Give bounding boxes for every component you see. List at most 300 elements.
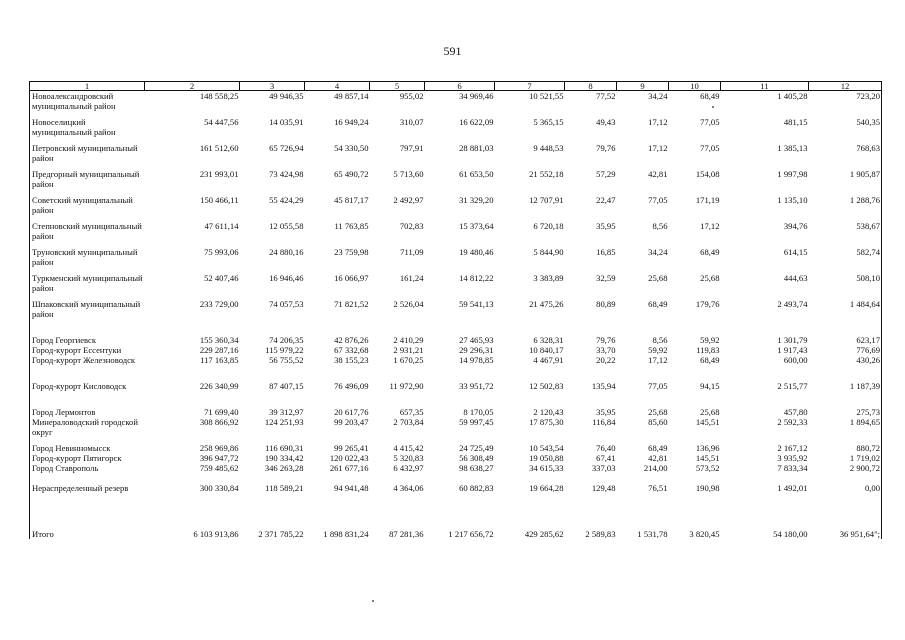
value-cell: 2 526,04	[393, 299, 424, 309]
spacer-cell	[305, 509, 370, 519]
value-cell: 12 502,83	[529, 381, 564, 391]
value-cell: 42 876,26	[334, 335, 369, 345]
table-row	[30, 91, 882, 118]
value-cell: 21 552,18	[529, 169, 564, 179]
value-cell: 25,68	[700, 407, 720, 417]
spacer-cell	[565, 473, 617, 483]
spacer-cell	[425, 509, 495, 519]
value-cell: 59 541,13	[459, 299, 494, 309]
value-cell: 300 330,84	[199, 483, 239, 493]
value-cell: 42,81	[648, 169, 668, 179]
value-cell: 25,68	[700, 273, 720, 283]
value-cell: 6 328,31	[533, 335, 564, 345]
value-cell: 35,95	[596, 407, 616, 417]
value-cell: 10 543,54	[529, 443, 564, 453]
value-cell: 2 371 785,22	[258, 529, 304, 539]
header-cell: 4	[305, 82, 370, 91]
spacer-cell	[565, 325, 617, 335]
value-cell: 59 997,45	[459, 417, 494, 427]
value-cell: 74 206,35	[269, 335, 304, 345]
value-cell: 68,49	[700, 355, 720, 365]
value-cell: 231 993,01	[199, 169, 239, 179]
row-label: Шпаковский муниципальный район	[30, 299, 145, 325]
value-cell: 118 589,21	[265, 483, 304, 493]
value-cell: 5 320,83	[393, 453, 424, 463]
value-cell: 10 521,55	[529, 91, 564, 101]
spacer-cell	[240, 325, 305, 335]
value-cell: 2 703,84	[393, 417, 424, 427]
spacer-cell	[617, 473, 669, 483]
value-cell: 68,49	[700, 247, 720, 257]
value-cell: 25,68	[648, 273, 668, 283]
header-cell: 6	[425, 82, 495, 91]
value-cell: 14 812,22	[459, 273, 494, 283]
value-cell: 145,51	[695, 453, 720, 463]
row-label: Город-курорт Железноводск	[30, 355, 145, 381]
header-cell: 9	[617, 82, 669, 91]
value-cell: 275,73	[809, 407, 882, 417]
value-cell: 258 969,86	[199, 443, 239, 453]
header-cell: 11	[721, 82, 809, 91]
value-cell: 25,68	[648, 407, 668, 417]
value-cell: 65 726,94	[269, 143, 304, 153]
value-cell: 68,49	[648, 299, 668, 309]
value-cell: 77,05	[648, 195, 668, 205]
value-cell: 67,41	[596, 453, 616, 463]
value-cell: 119,83	[696, 345, 720, 355]
value-cell: 1 385,13	[777, 143, 808, 153]
value-cell: 2 492,97	[393, 195, 424, 205]
spacer-cell	[370, 325, 425, 335]
value-cell: 5 844,90	[533, 247, 564, 257]
value-cell: 233 729,00	[199, 299, 239, 309]
value-cell: 23 759,98	[334, 247, 369, 257]
table-row	[30, 299, 882, 325]
value-cell: 5 713,60	[393, 169, 424, 179]
spacer-cell	[669, 473, 721, 483]
value-cell: 20,22	[596, 355, 616, 365]
value-cell: 4 467,91	[533, 355, 564, 365]
table-row	[30, 483, 882, 509]
value-cell: 77,05	[648, 381, 668, 391]
value-cell: 759 485,62	[199, 463, 239, 473]
value-cell: 79,76	[596, 335, 616, 345]
value-cell: 17,12	[700, 221, 720, 231]
value-cell: 337,03	[591, 463, 616, 473]
value-cell: 15 373,64	[459, 221, 494, 231]
spacer-cell	[617, 519, 669, 529]
table-row	[30, 443, 882, 453]
spacer-cell	[495, 519, 565, 529]
value-cell: 150 466,11	[200, 195, 239, 205]
value-cell: 261 677,16	[329, 463, 369, 473]
spacer-cell	[809, 519, 882, 529]
value-cell: 14 978,85	[459, 355, 494, 365]
scan-speck	[712, 106, 714, 108]
row-label: Город-курорт Кисловодск	[30, 381, 145, 407]
value-cell: 14 035,91	[269, 117, 304, 127]
value-cell: 8,56	[652, 221, 668, 231]
value-cell: 20 617,76	[334, 407, 369, 417]
table-row	[30, 417, 882, 443]
value-cell: 1 288,76	[809, 195, 882, 221]
row-label: Новоалександровский муниципальный район	[30, 91, 145, 118]
value-cell: 28 881,03	[459, 143, 494, 153]
table-row	[30, 247, 882, 273]
value-cell: 77,52	[596, 91, 616, 101]
spacer-cell	[565, 519, 617, 529]
value-cell: 711,09	[400, 247, 424, 257]
table-row	[30, 143, 882, 169]
spacer-cell	[30, 325, 145, 335]
table-row	[30, 345, 882, 355]
value-cell: 600,00	[783, 355, 808, 365]
row-label: Степновский муниципальный район	[30, 221, 145, 247]
value-cell: 2 592,33	[777, 417, 808, 427]
value-cell: 723,20	[809, 91, 882, 118]
value-cell: 39 312,97	[269, 407, 304, 417]
spacer-cell	[809, 325, 882, 335]
value-cell: 22,47	[596, 195, 616, 205]
header-cell: 10	[669, 82, 721, 91]
value-cell: 76 496,09	[334, 381, 369, 391]
table-row	[30, 355, 882, 381]
value-cell: 1 670,25	[393, 355, 424, 365]
header-cell: 3	[240, 82, 305, 91]
value-cell: 27 465,93	[459, 335, 494, 345]
value-cell: 71 699,40	[204, 407, 239, 417]
value-cell: 11 972,90	[389, 381, 424, 391]
value-cell: 2 120,43	[533, 407, 564, 417]
spacer-cell	[721, 509, 809, 519]
value-cell: 171,19	[695, 195, 720, 205]
value-cell: 34 615,33	[529, 463, 564, 473]
value-cell: 120 022,43	[329, 453, 369, 463]
value-cell: 702,83	[399, 221, 424, 231]
row-label: Туркменский муниципальный район	[30, 273, 145, 299]
value-cell: 1 187,39	[809, 381, 882, 407]
table-row	[30, 463, 882, 473]
row-label: Город-курорт Ессентуки	[30, 345, 145, 355]
value-cell: 24 880,16	[269, 247, 304, 257]
budget-table	[29, 81, 882, 539]
value-cell: 33,70	[596, 345, 616, 355]
value-cell: 56 755,52	[269, 355, 304, 365]
spacer-cell	[145, 473, 240, 483]
value-cell: 2 493,74	[777, 299, 808, 309]
spacer-cell	[617, 325, 669, 335]
value-cell: 1 917,43	[777, 345, 808, 355]
header-cell: 7	[495, 82, 565, 91]
value-cell: 94,15	[700, 381, 720, 391]
value-cell: 161 512,60	[199, 143, 239, 153]
value-cell: 54 330,50	[334, 143, 369, 153]
spacer-cell	[669, 325, 721, 335]
value-cell: 16 622,09	[459, 117, 494, 127]
value-cell: 80,89	[596, 299, 616, 309]
value-cell: 68,49	[700, 91, 720, 101]
spacer-cell	[809, 509, 882, 519]
value-cell: 5 365,15	[533, 117, 564, 127]
spacer-cell	[145, 519, 240, 529]
value-cell: 77,05	[700, 143, 720, 153]
value-cell: 1 135,10	[777, 195, 808, 205]
header-cell: 5	[370, 82, 425, 91]
value-cell: 77,05	[700, 117, 720, 127]
spacer-cell	[145, 509, 240, 519]
spacer-cell	[495, 325, 565, 335]
row-label: Город-курорт Пятигорск	[30, 453, 145, 463]
value-cell: 33 951,72	[459, 381, 494, 391]
value-cell: 45 817,17	[334, 195, 369, 205]
value-cell: 135,94	[591, 381, 616, 391]
value-cell: 2 410,29	[393, 335, 424, 345]
spacer-cell	[809, 473, 882, 483]
value-cell: 880,72	[809, 443, 882, 453]
spacer-cell	[30, 509, 145, 519]
value-cell: 57,29	[596, 169, 616, 179]
row-label: Город Лермонтов	[30, 407, 145, 417]
value-cell: 34 969,46	[459, 91, 494, 101]
value-cell: 124 251,93	[264, 417, 304, 427]
table-row	[30, 381, 882, 407]
value-cell: 55 424,29	[269, 195, 304, 205]
value-cell: 54 447,56	[204, 117, 239, 127]
value-cell: 71 821,52	[334, 299, 369, 309]
value-cell: 2 931,21	[393, 345, 424, 355]
value-cell: 85,60	[648, 417, 668, 427]
value-cell: 129,48	[591, 483, 616, 493]
value-cell: 136,96	[695, 443, 720, 453]
page-number: 591	[443, 44, 462, 58]
value-cell: 99 203,47	[334, 417, 369, 427]
spacer-cell	[240, 473, 305, 483]
value-cell: 1 997,98	[777, 169, 808, 179]
spacer-cell	[565, 509, 617, 519]
table-row	[30, 169, 882, 195]
value-cell: 148 558,25	[199, 91, 239, 101]
spacer-cell	[495, 509, 565, 519]
value-cell: 797,91	[399, 143, 424, 153]
spacer-cell	[305, 519, 370, 529]
header-cell: 8	[565, 82, 617, 91]
value-cell: 74 057,53	[269, 299, 304, 309]
spacer-cell	[669, 509, 721, 519]
value-cell: 768,63	[809, 143, 882, 169]
value-cell: 190 334,42	[264, 453, 304, 463]
value-cell: 99 265,41	[334, 443, 369, 453]
value-cell: 0,00	[809, 483, 882, 509]
value-cell: 657,35	[399, 407, 424, 417]
spacer-cell	[425, 473, 495, 483]
value-cell: 3 935,92	[777, 453, 808, 463]
value-cell: 12 707,91	[529, 195, 564, 205]
value-cell: 59,92	[700, 335, 720, 345]
value-cell: 955,02	[399, 91, 424, 101]
table-row	[30, 273, 882, 299]
row-label: Петровский муниципальный район	[30, 143, 145, 169]
spacer-cell	[721, 325, 809, 335]
value-cell: 16 946,46	[269, 273, 304, 283]
value-cell: 457,80	[783, 407, 808, 417]
row-label: Новоселицкий муниципальный район	[30, 117, 145, 143]
value-cell: 3 383,89	[533, 273, 564, 283]
value-cell: 190,98	[695, 483, 720, 493]
value-cell: 2 589,83	[585, 529, 616, 539]
spacer-cell	[617, 509, 669, 519]
value-cell: 49,43	[596, 117, 616, 127]
value-cell: 145,51	[695, 417, 720, 427]
value-cell: 1 719,02	[809, 453, 882, 463]
value-cell: 34,24	[648, 91, 668, 101]
table-row	[30, 529, 882, 539]
value-cell: 98 638,27	[459, 463, 494, 473]
spacer-cell	[495, 473, 565, 483]
value-cell: 31 329,20	[459, 195, 494, 205]
value-cell: 2 900,72	[809, 463, 882, 473]
value-cell: 229 287,16	[199, 345, 239, 355]
value-cell: 444,63	[783, 273, 808, 283]
row-label: Город Ставрополь	[30, 463, 145, 473]
value-cell: 538,67	[809, 221, 882, 247]
value-cell: 59,92	[648, 345, 668, 355]
value-cell: 1 905,87	[809, 169, 882, 195]
value-cell: 65 490,72	[334, 169, 369, 179]
value-cell: 6 103 913,86	[193, 529, 239, 539]
value-cell: 116,84	[592, 417, 616, 427]
value-cell: 394,76	[783, 221, 808, 231]
value-cell: 12 055,58	[269, 221, 304, 231]
value-cell: 49 946,35	[269, 91, 304, 101]
value-cell: 19 664,28	[529, 483, 564, 493]
value-cell: 17 875,30	[529, 417, 564, 427]
spacer-cell	[370, 473, 425, 483]
value-cell: 310,07	[399, 117, 424, 127]
value-cell: 161,24	[399, 273, 424, 283]
row-label: Минераловодский городской округ	[30, 417, 145, 443]
value-cell: 94 941,48	[334, 483, 369, 493]
value-cell: 508,10	[809, 273, 882, 299]
value-cell: 1 898 831,24	[323, 529, 369, 539]
value-cell: 76,51	[648, 483, 668, 493]
value-cell: 21 475,26	[529, 299, 564, 309]
value-cell: 4 364,06	[393, 483, 424, 493]
value-cell: 8 170,05	[463, 407, 494, 417]
value-cell: 32,59	[596, 273, 616, 283]
value-cell: 346 263,28	[264, 463, 304, 473]
spacer-cell	[30, 473, 145, 483]
value-cell: 9 448,53	[533, 143, 564, 153]
value-cell: 79,76	[596, 143, 616, 153]
value-cell: 17,12	[648, 143, 668, 153]
value-cell: 16,85	[596, 247, 616, 257]
row-label: Советский муниципальный район	[30, 195, 145, 221]
table-row	[30, 407, 882, 417]
value-cell: 481,15	[783, 117, 808, 127]
value-cell: 1 217 656,72	[448, 529, 494, 539]
value-cell: 6 720,18	[533, 221, 564, 231]
value-cell: 429 285,62	[524, 529, 564, 539]
row-label: Итого	[30, 529, 145, 539]
value-cell: 7 833,34	[777, 463, 808, 473]
value-cell: 1 484,64	[809, 299, 882, 325]
table-row	[30, 453, 882, 463]
value-cell: 115 979,22	[265, 345, 304, 355]
value-cell: 19 050,88	[529, 453, 564, 463]
spacer-cell	[145, 325, 240, 335]
row-label: Предгорный муниципальный район	[30, 169, 145, 195]
value-cell: 76,40	[596, 443, 616, 453]
spacer-cell	[370, 519, 425, 529]
header-cell: 12	[809, 82, 882, 91]
value-cell: 19 480,46	[459, 247, 494, 257]
value-cell: 614,15	[783, 247, 808, 257]
value-cell: 42,81	[648, 453, 668, 463]
value-cell: 430,26	[809, 355, 882, 381]
row-label: Нераспределенный резерв	[30, 483, 145, 509]
spacer-cell	[305, 473, 370, 483]
value-cell: 214,00	[643, 463, 668, 473]
spacer-cell	[240, 509, 305, 519]
value-cell: 67 332,68	[334, 345, 369, 355]
value-cell: 154,08	[695, 169, 720, 179]
table-row	[30, 221, 882, 247]
spacer-cell	[305, 325, 370, 335]
value-cell: 582,74	[809, 247, 882, 273]
value-cell: 1 405,28	[777, 91, 808, 101]
value-cell: 38 155,23	[334, 355, 369, 365]
row-label: Труновский муниципальный район	[30, 247, 145, 273]
spacer-cell	[425, 519, 495, 529]
value-cell: 73 424,98	[269, 169, 304, 179]
value-cell: 396 947,72	[199, 453, 239, 463]
value-cell: 4 415,42	[393, 443, 424, 453]
header-cell: 2	[145, 82, 240, 91]
spacer-cell	[30, 519, 145, 529]
header-row	[30, 82, 882, 91]
value-cell: 61 653,50	[459, 169, 494, 179]
scan-speck	[372, 600, 374, 602]
value-cell: 8,56	[652, 335, 668, 345]
value-cell: 573,52	[695, 463, 720, 473]
value-cell: 17,12	[648, 117, 668, 127]
spacer-cell	[721, 519, 809, 529]
value-cell: 60 882,83	[459, 483, 494, 493]
spacer-cell	[669, 519, 721, 529]
value-cell: 155 360,34	[199, 335, 239, 345]
value-cell: 34,24	[648, 247, 668, 257]
value-cell: 49 857,14	[334, 91, 369, 101]
value-cell: 1 894,65	[809, 417, 882, 443]
value-cell: 52 407,46	[204, 273, 239, 283]
spacer-cell	[425, 325, 495, 335]
value-cell: 117 163,85	[200, 355, 239, 365]
value-cell: 1 301,79	[777, 335, 808, 345]
spacer-cell	[370, 509, 425, 519]
value-cell: 35,95	[596, 221, 616, 231]
value-cell: 179,76	[695, 299, 720, 309]
row-label: Город Невинномысск	[30, 443, 145, 453]
row-label: Город Георгиевск	[30, 335, 145, 345]
value-cell: 16 949,24	[334, 117, 369, 127]
value-cell: 308 866,92	[199, 417, 239, 427]
value-cell: 2 515,77	[777, 381, 808, 391]
header-cell: 1	[30, 82, 145, 91]
value-cell: 226 340,99	[199, 381, 239, 391]
table-row	[30, 117, 882, 143]
value-cell: 16 066,97	[334, 273, 369, 283]
value-cell: 56 308,49	[459, 453, 494, 463]
